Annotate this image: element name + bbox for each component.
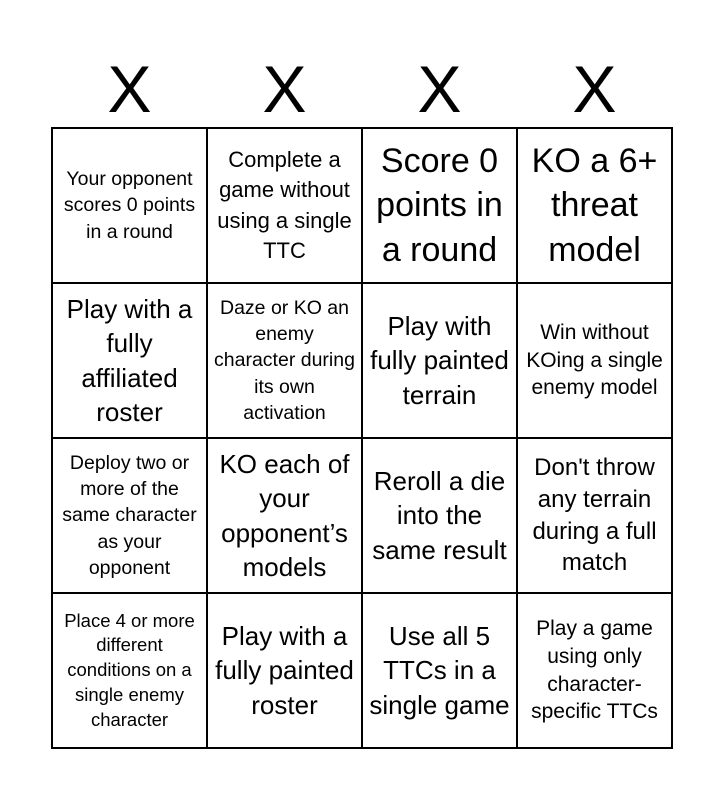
header-letter: X xyxy=(572,52,617,126)
header-letter: X xyxy=(262,52,307,126)
cell-text: KO a 6+ threat model xyxy=(531,142,658,269)
bingo-cell[interactable] xyxy=(363,594,518,749)
bingo-header xyxy=(52,50,672,128)
bingo-cell[interactable] xyxy=(208,594,363,749)
cell-text: Don't throw any terrain during a full match xyxy=(532,454,657,577)
cell-text: Score 0 points in a round xyxy=(376,142,503,269)
header-letter: X xyxy=(107,52,152,126)
cell-text: Deploy two or more of the same character as your opponent xyxy=(62,452,197,579)
bingo-cell[interactable] xyxy=(53,594,208,749)
bingo-cell[interactable] xyxy=(53,129,208,284)
cell-text: Win without KOing a single enemy model xyxy=(526,320,663,400)
bingo-cell[interactable] xyxy=(53,439,208,594)
bingo-cell[interactable] xyxy=(208,284,363,439)
cell-text: Use all 5 TTCs in a single game xyxy=(369,621,510,720)
cell-text: Daze or KO an enemy character during its own activation xyxy=(214,297,355,424)
bingo-cell[interactable] xyxy=(518,439,673,594)
bingo-cell[interactable] xyxy=(53,284,208,439)
bingo-cell[interactable] xyxy=(518,594,673,749)
cell-text: Play a game using only character-specific TTCs xyxy=(531,617,658,724)
cell-text: Place 4 or more different conditions on a single enemy character xyxy=(64,609,195,730)
bingo-cell[interactable] xyxy=(518,129,673,284)
header-letter: X xyxy=(417,52,462,126)
cell-text: KO each of your opponent’s models xyxy=(219,449,350,582)
bingo-cell[interactable] xyxy=(208,129,363,284)
cell-text: Your opponent scores 0 points in a round xyxy=(63,168,196,243)
cell-text: Play with fully painted terrain xyxy=(370,311,509,410)
bingo-cell[interactable] xyxy=(363,284,518,439)
cell-text: Reroll a die into the same result xyxy=(372,466,507,565)
bingo-board xyxy=(51,127,673,749)
bingo-cell[interactable] xyxy=(363,439,518,594)
cell-text: Play with a fully painted roster xyxy=(215,621,354,720)
cell-text: Play with a fully affiliated roster xyxy=(66,294,193,427)
bingo-cell[interactable] xyxy=(208,439,363,594)
bingo-cell[interactable] xyxy=(363,129,518,284)
cell-text: Complete a game without using a single TTC xyxy=(217,146,352,263)
bingo-cell[interactable] xyxy=(518,284,673,439)
